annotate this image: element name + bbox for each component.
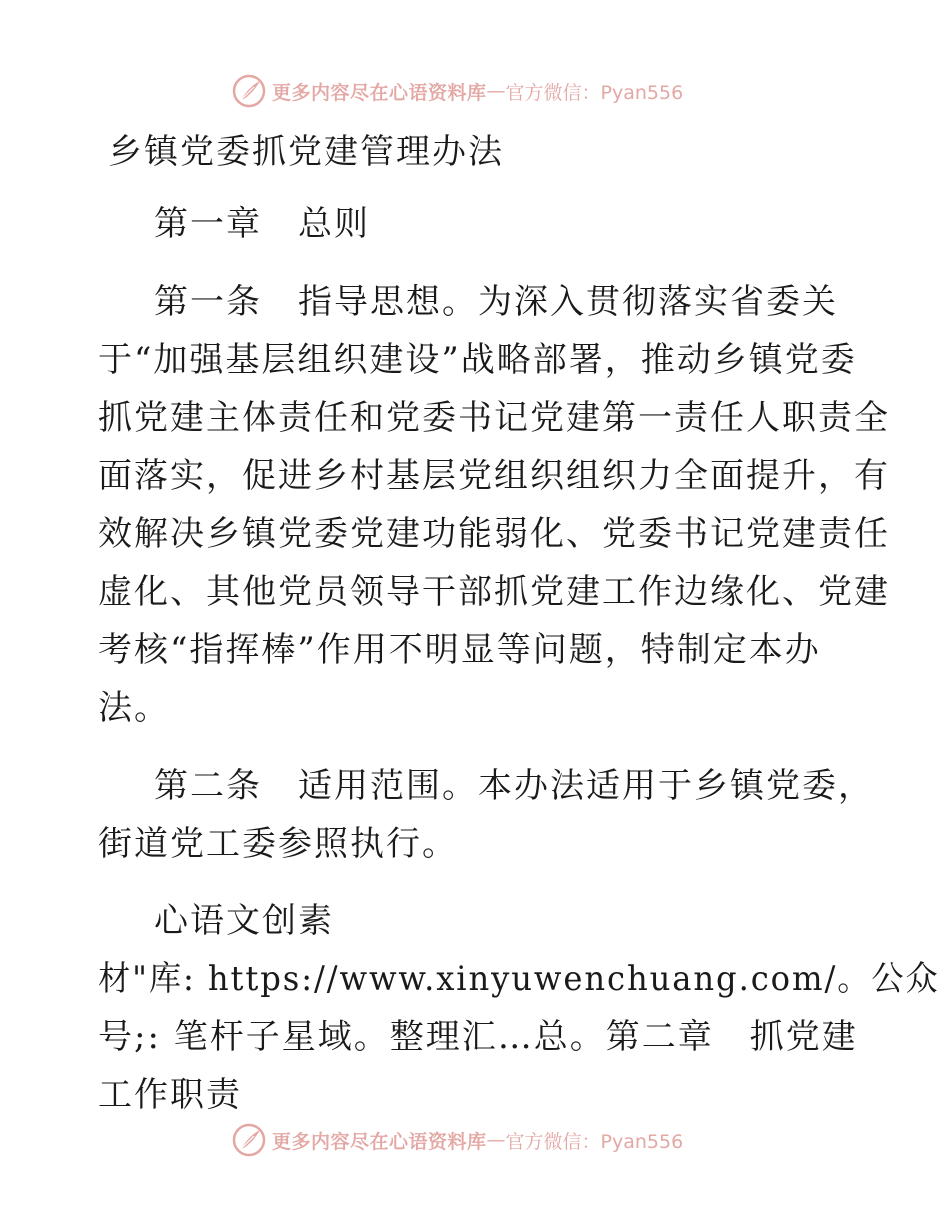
header-banner [232,71,683,111]
body-line: 材"库: https://www.xinyuwenchuang.com/。公众 [98,959,940,999]
feather-pen-logo-icon [232,1123,266,1157]
feather-pen-logo-icon [232,74,266,108]
chapter-heading: 第一章 总则 [154,204,370,244]
banner-wechat-text: 官方微信：Pyan556 [505,1130,684,1153]
body-line: 街道党工委参照执行。 [98,824,458,864]
banner-dash: — [486,80,506,102]
banner-site-text: 更多内容尽在心语资料库 [272,1130,487,1153]
body-line: 考核“指挥棒”作用不明显等问题，特制定本办 [98,630,821,670]
banner-dash: — [486,1129,506,1151]
footer-banner [232,1120,683,1160]
body-line: 虚化、其他党员领导干部抓党建工作边缘化、党建 [98,572,890,612]
banner-wechat-text: 官方微信：Pyan556 [505,81,684,104]
body-line: 号;: 笔杆子星域。整理汇…总。第二章 抓党建 [98,1017,858,1057]
body-line: 工作职责 [98,1075,242,1115]
body-line: 效解决乡镇党委党建功能弱化、党委书记党建责任 [98,514,890,554]
body-line: 抓党建主体责任和党委书记党建第一责任人职责全 [98,398,890,438]
body-line: 第二条 适用范围。本办法适用于乡镇党委， [154,766,874,806]
body-line: 面落实，促进乡村基层党组织组织力全面提升，有 [98,456,890,496]
body-line: 第一条 指导思想。为深入贯彻落实省委关 [154,282,838,322]
body-line: 心语文创素 [154,901,334,941]
body-line: 于“加强基层组织建设”战略部署，推动乡镇党委 [98,340,857,380]
banner-site-text: 更多内容尽在心语资料库 [272,81,487,104]
body-line: 法。 [98,688,170,728]
document-title: 乡镇党委抓党建管理办法 [108,132,504,172]
